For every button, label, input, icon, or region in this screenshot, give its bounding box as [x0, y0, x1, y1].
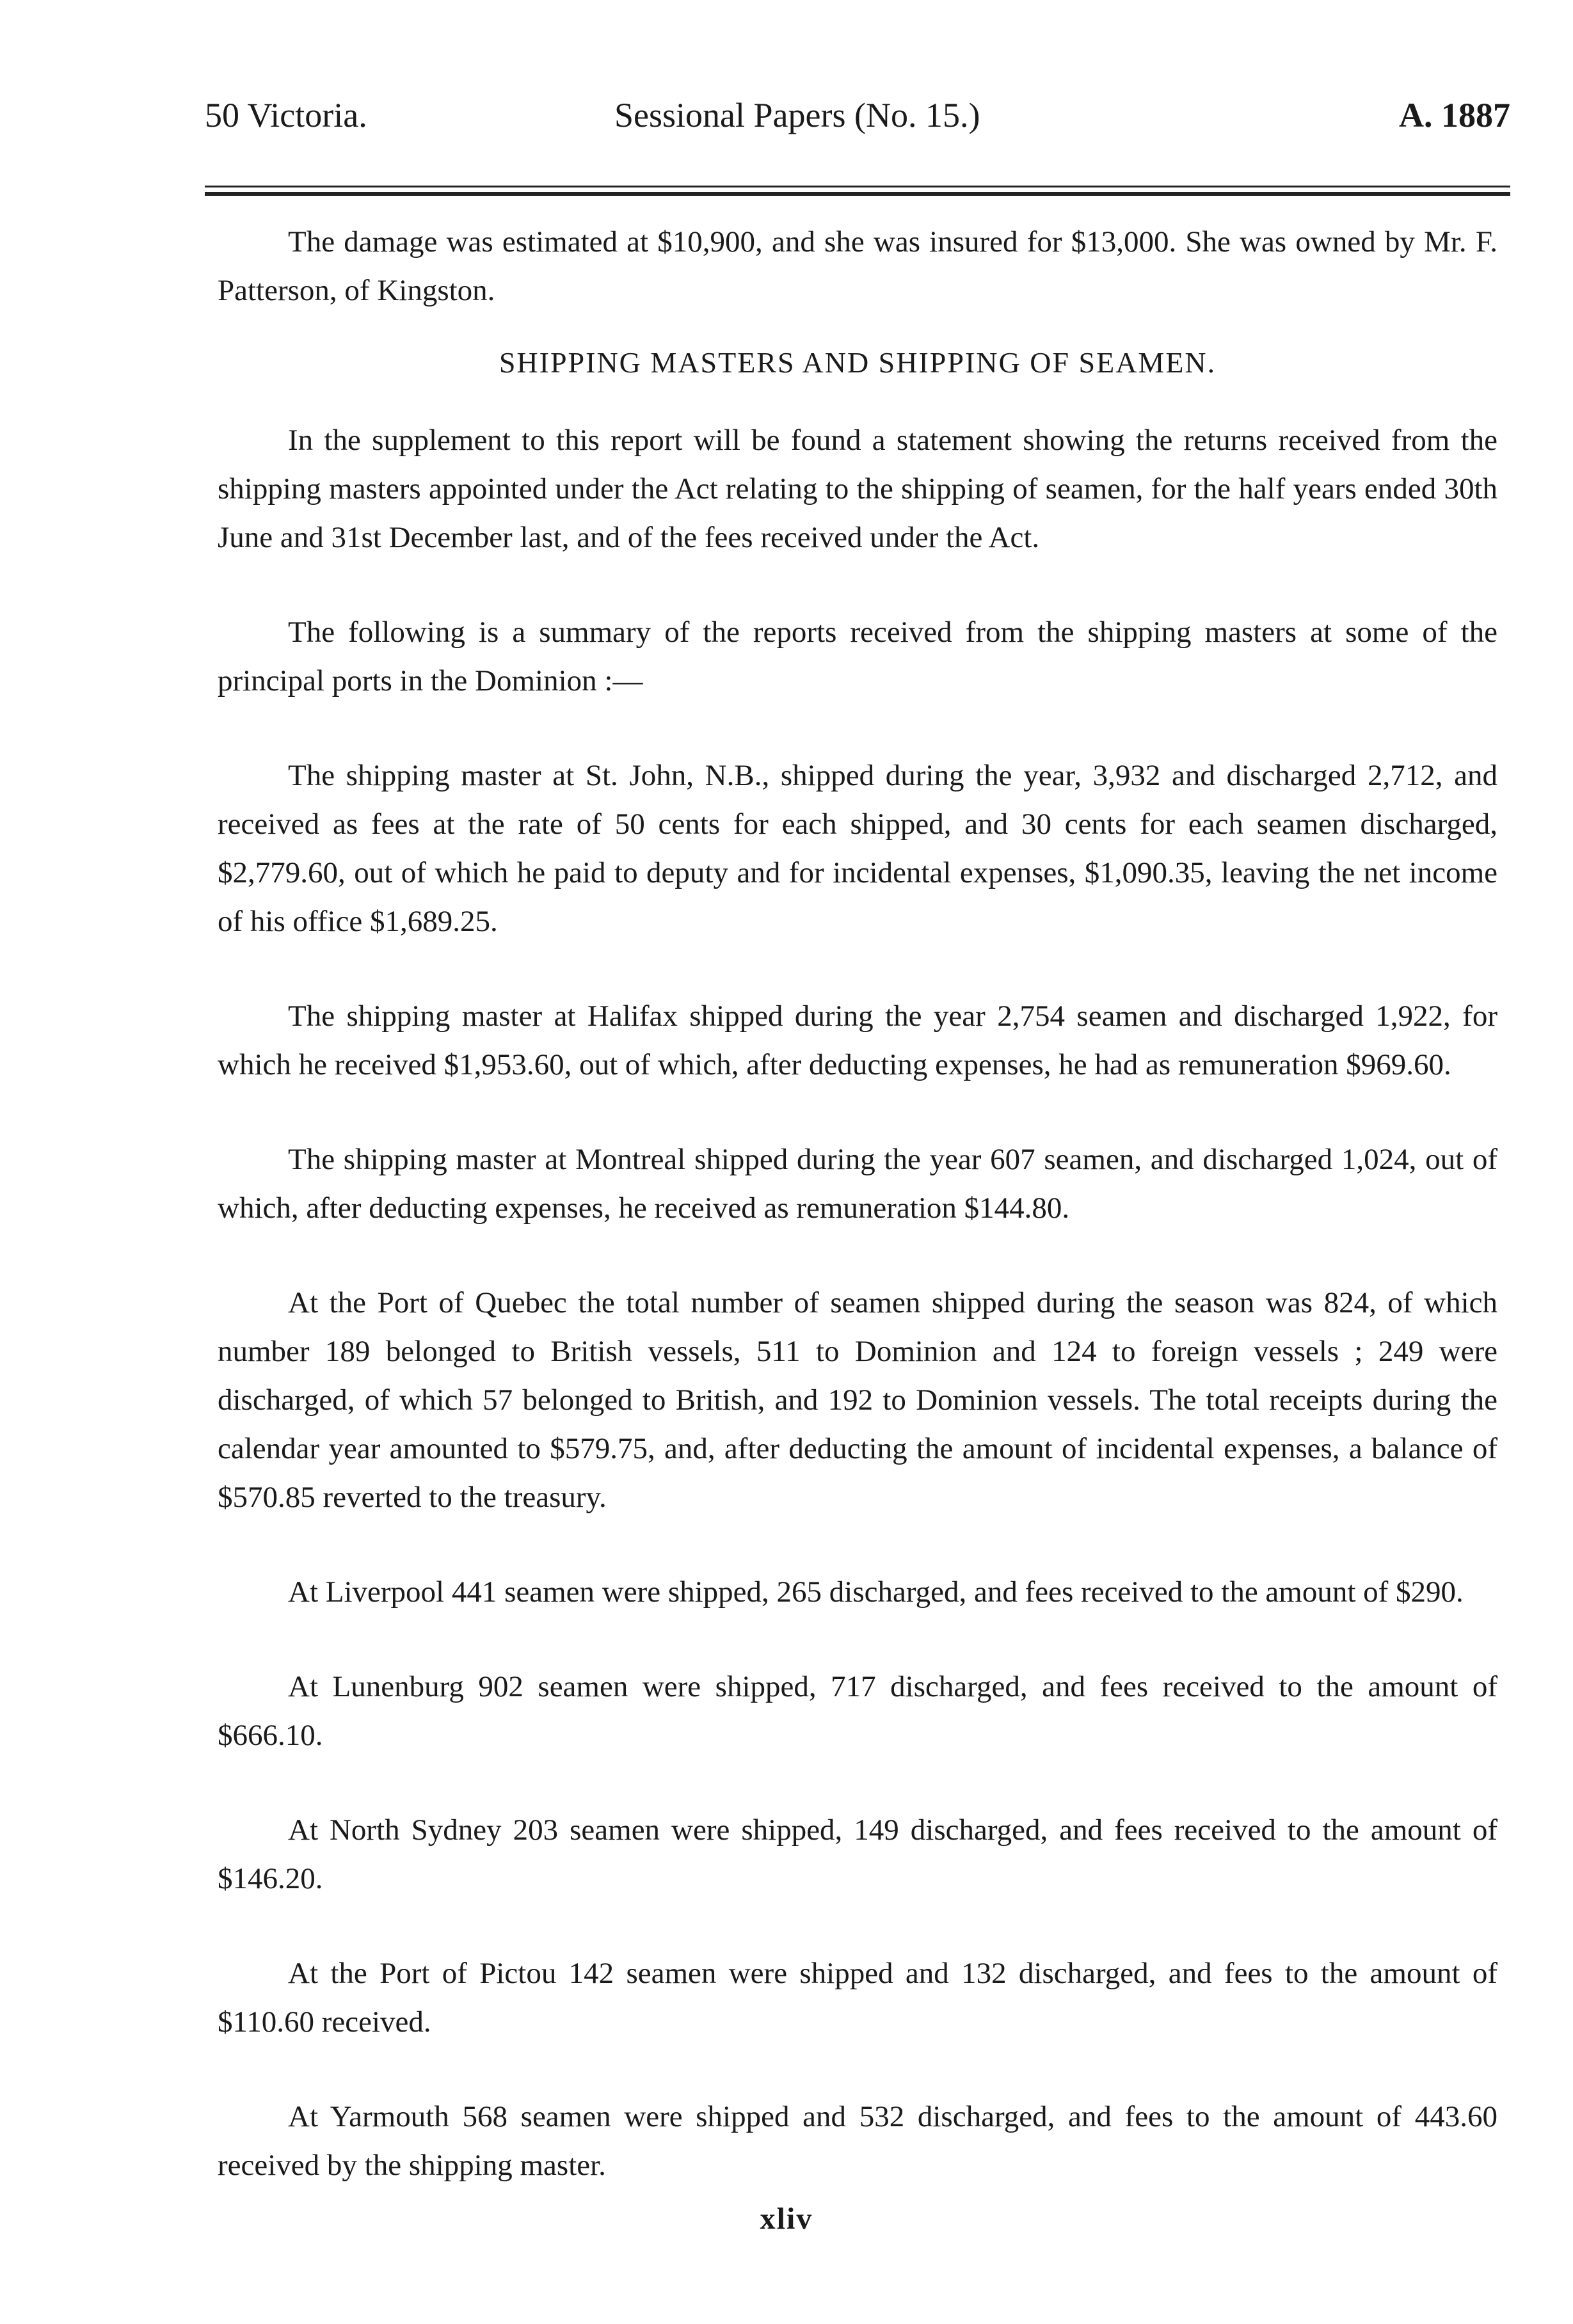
body-text — [218, 218, 1497, 2236]
paragraph-yarmouth: At Yarmouth 568 seamen were shipped and 532 discharged, and fees to the amount of 443.60 received by the shipping master. — [218, 2100, 1497, 2182]
running-head-year: A. 1887 — [1399, 96, 1510, 134]
paragraph-summary-intro: The following is a summary of the reports received from the shipping masters at some of the principal ports in the Dominion :— — [218, 616, 1497, 697]
paragraph-quebec: At the Port of Quebec the total number of seamen shipped during the season was 824, of which number 189 belonged to British vessels, 511 to Dominion and 124 to foreign vessels ; 249 were discharged, of which 57 belonged to British, and 192 to Dominion vessels. The total receipts during the calendar year amounted to $579.75, and, after deducting the amount of incidental expenses, a balance of $570.85 reverted to the treasury. — [218, 1286, 1497, 1514]
header-rule-thick — [205, 192, 1510, 196]
paragraph-supplement: In the supplement to this report will be found a statement showing the returns received from the shipping masters appointed under the Act relating to the shipping of seamen, for the half years ended 30th June and 31st December last, and of the fees received under the Act. — [218, 424, 1497, 554]
running-head-session: 50 Victoria. — [205, 96, 367, 134]
paragraph-damage: The damage was estimated at $10,900, and she was insured for $13,000. She was owned by Mr. F. Patterson, of Kingston. — [218, 225, 1497, 307]
paragraph-lunenburg: At Lunenburg 902 seamen were shipped, 717 discharged, and fees received to the amount of $666.10. — [218, 1670, 1497, 1752]
paragraph-liverpool: At Liverpool 441 seamen were shipped, 265 discharged, and fees received to the amount of $290. — [288, 1575, 1464, 1609]
paragraph-montreal: The shipping master at Montreal shipped during the year 607 seamen, and discharged 1,024, out of which, after deducting expenses, he received as remuneration $144.80. — [218, 1143, 1497, 1225]
running-head — [205, 90, 1510, 141]
header-rule-thin — [205, 186, 1510, 187]
paragraph-north-sydney: At North Sydney 203 seamen were shipped, 149 discharged, and fees received to the amount of $146.20. — [218, 1813, 1497, 1895]
running-head-title: Sessional Papers (No. 15.) — [614, 96, 980, 134]
section-heading: SHIPPING MASTERS AND SHIPPING OF SEAMEN. — [499, 346, 1217, 379]
paragraph-pictou: At the Port of Pictou 142 seamen were shipped and 132 discharged, and fees to the amount of $110.60 received. — [218, 1957, 1497, 2039]
paragraph-st-john: The shipping master at St. John, N.B., shipped during the year, 3,932 and discharged 2,712, and received as fees at the rate of 50 cents for each shipped, and 30 cents for each seamen discharged, $2,779.60, out of which he paid to deputy and for incidental expenses, $1,090.35, leaving the net income of his office $1,689.25. — [218, 759, 1497, 938]
paragraph-halifax: The shipping master at Halifax shipped during the year 2,754 seamen and discharged 1,922, for which he received $1,953.60, out of which, after deducting expenses, he had as remuneration $969.60. — [218, 999, 1497, 1081]
page-folio: xliv — [760, 2202, 813, 2236]
